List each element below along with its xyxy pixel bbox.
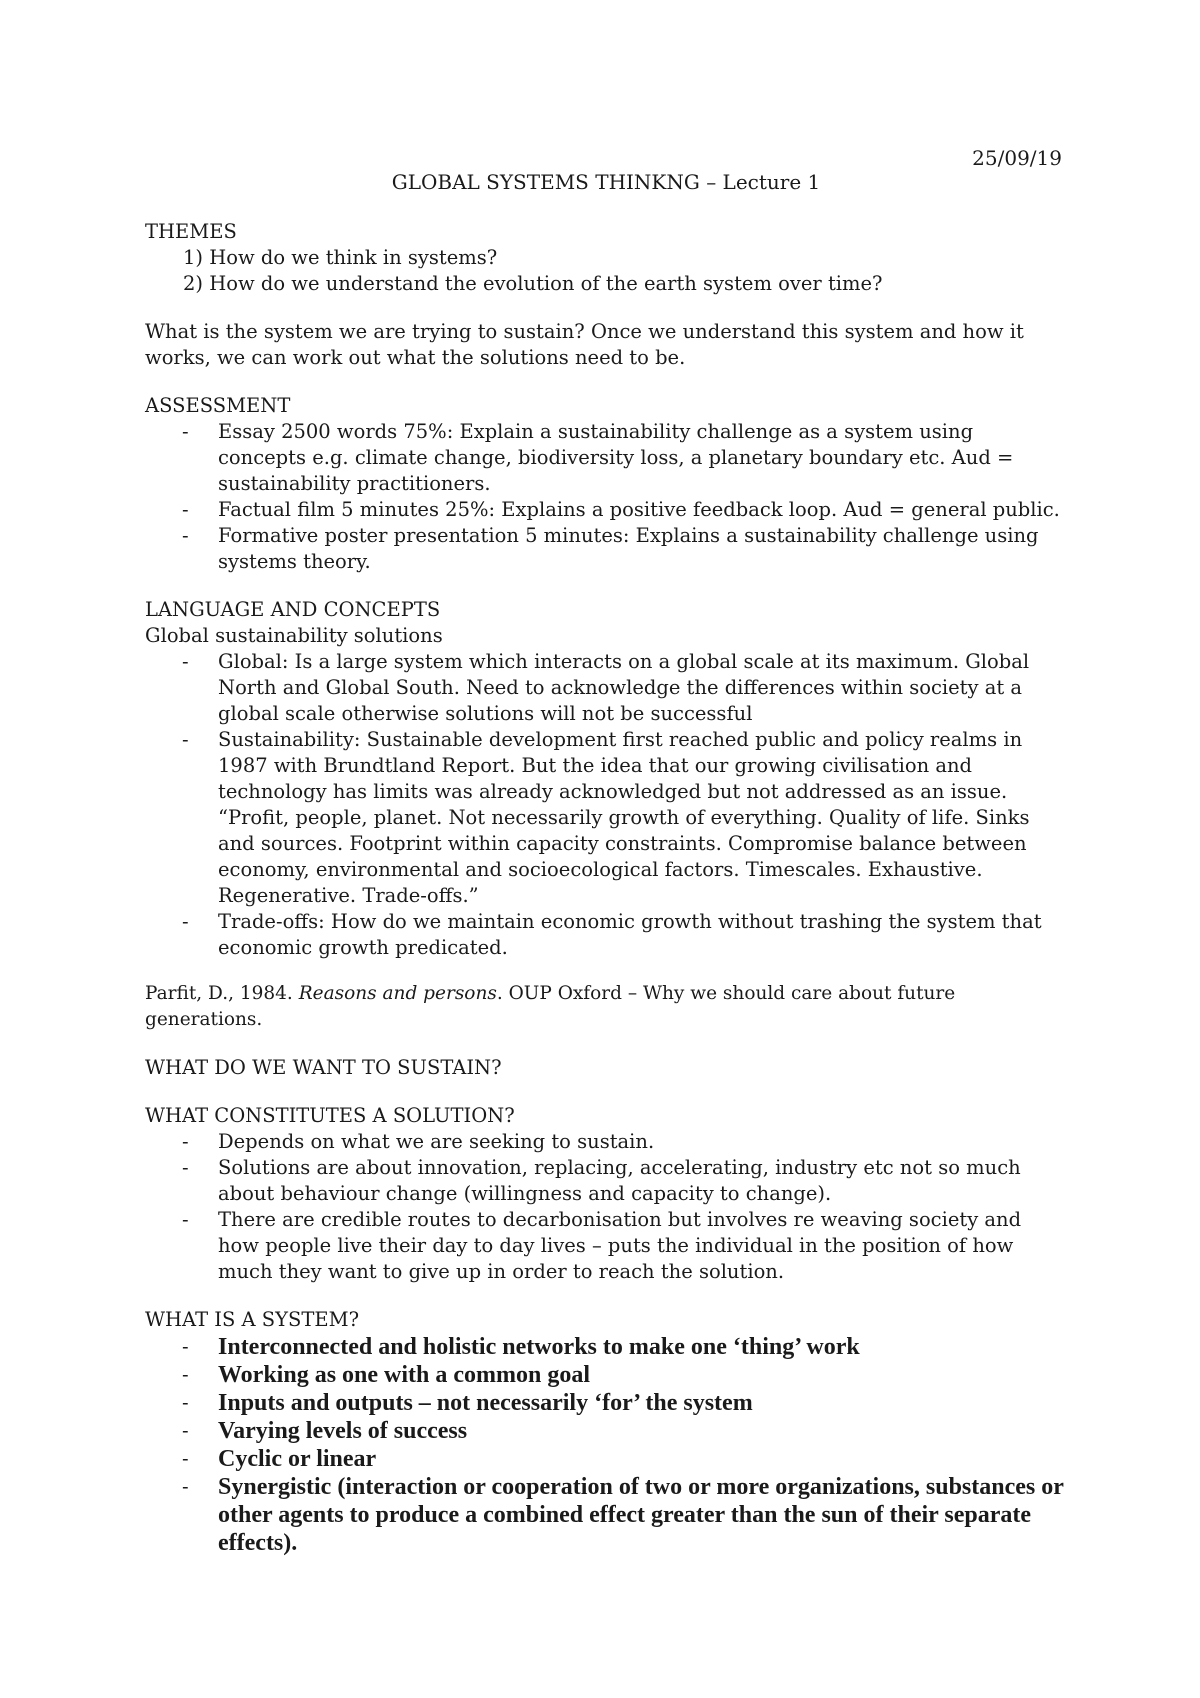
- language-list: [145, 649, 1065, 961]
- reference-title: Reasons and persons: [298, 983, 497, 1004]
- list-item: [182, 1155, 1065, 1207]
- list-item: [182, 1417, 1065, 1445]
- solution-heading: WHAT CONSTITUTES A SOLUTION?: [145, 1104, 515, 1127]
- list-item: [182, 1129, 1065, 1155]
- page-title: GLOBAL SYSTEMS THINKNG – Lecture 1: [391, 170, 821, 194]
- language-subheading: Global sustainability solutions: [145, 624, 443, 647]
- themes-paragraph: What is the system we are trying to sustain? Once we understand this system and how it works, we can work out what the solutions need to be.: [145, 320, 1024, 369]
- dash-bullet: -: [182, 1363, 189, 1386]
- list-item: [182, 1445, 1065, 1473]
- assessment-list: [145, 419, 1065, 575]
- system-list: [145, 1333, 1065, 1557]
- list-item: [182, 523, 1065, 575]
- reference-prefix: Parfit, D., 1984.: [145, 983, 299, 1004]
- dash-bullet: -: [182, 1391, 189, 1414]
- list-item-text: Trade-offs: How do we maintain economic growth without trashing the system that economic growth predicated.: [218, 910, 1042, 959]
- dash-bullet: -: [182, 524, 189, 547]
- list-item: [182, 649, 1065, 727]
- solution-list: [145, 1129, 1065, 1285]
- dash-bullet: -: [182, 1335, 189, 1358]
- dash-bullet: -: [182, 1208, 189, 1231]
- list-item-text: Factual film 5 minutes 25%: Explains a positive feedback loop. Aud = general public.: [218, 498, 1060, 521]
- list-item: [182, 1361, 1065, 1389]
- list-item-text: Solutions are about innovation, replacing, accelerating, industry etc not so much about behaviour change (willingness and capacity to change).: [218, 1156, 1021, 1205]
- assessment-heading: ASSESSMENT: [145, 394, 291, 417]
- list-item: 1) How do we think in systems?: [183, 246, 498, 269]
- list-item-text: Global: Is a large system which interacts on a global scale at its maximum. Global North and Global South. Need to acknowledge the differences within society at a global scale otherwise solutions will not be successful: [218, 650, 1030, 725]
- list-item: [182, 497, 1065, 523]
- list-item: [182, 909, 1065, 961]
- reference-suffix: . OUP Oxford – Why we should care about future generations.: [145, 983, 956, 1030]
- list-item-text: Formative poster presentation 5 minutes: Explains a sustainability challenge using systems theory.: [218, 524, 1039, 573]
- list-item: [182, 1333, 1065, 1361]
- document-body: [145, 219, 1065, 1557]
- themes-list: [145, 245, 1065, 297]
- dash-bullet: -: [182, 1419, 189, 1442]
- dash-bullet: -: [182, 1130, 189, 1153]
- list-item-text: Depends on what we are seeking to sustain.: [218, 1130, 655, 1153]
- dash-bullet: -: [182, 728, 189, 751]
- list-item-text: Working as one with a common goal: [218, 1362, 591, 1388]
- dash-bullet: -: [182, 650, 189, 673]
- lecture-date: 25/09/19: [972, 146, 1062, 170]
- list-item: 2) How do we understand the evolution of the earth system over time?: [183, 272, 883, 295]
- list-item-text: Cyclic or linear: [218, 1446, 377, 1472]
- list-item-text: Sustainability: Sustainable development first reached public and policy realms in 1987 with Brundtland Report. But the idea that our growing civilisation and technology has limits was already acknowledged but not addressed as an issue. “Profit, people, planet. Not necessarily growth of everything. Quality of life. Sinks and sources. Footprint within capacity constraints. Compromise balance between economy, environmental and socioecological factors. Timescales. Exhaustive. Regenerative. Trade-offs.”: [218, 728, 1030, 907]
- dash-bullet: -: [182, 1447, 189, 1470]
- dash-bullet: -: [182, 1475, 189, 1498]
- list-item-text: Interconnected and holistic networks to make one ‘thing’ work: [218, 1334, 860, 1360]
- list-item-text: Synergistic (interaction or cooperation of two or more organizations, substances or other agents to produce a combined effect greater than the sun of their separate effects).: [218, 1474, 1064, 1556]
- list-item: [182, 1207, 1065, 1285]
- system-heading: WHAT IS A SYSTEM?: [145, 1308, 360, 1331]
- sustain-heading: WHAT DO WE WANT TO SUSTAIN?: [145, 1056, 502, 1079]
- dash-bullet: -: [182, 910, 189, 933]
- reference-citation: [145, 981, 1065, 1033]
- list-item-text: Essay 2500 words 75%: Explain a sustainability challenge as a system using concepts e.g. climate change, biodiversity loss, a planetary boundary etc. Aud = sustainability practitioners.: [218, 420, 1014, 495]
- list-item: [182, 1473, 1065, 1557]
- dash-bullet: -: [182, 420, 189, 443]
- list-item-text: Inputs and outputs – not necessarily ‘for’ the system: [218, 1390, 753, 1416]
- list-item: [182, 419, 1065, 497]
- dash-bullet: -: [182, 1156, 189, 1179]
- list-item-text: Varying levels of success: [218, 1418, 468, 1444]
- list-item: [182, 727, 1065, 909]
- list-item-text: There are credible routes to decarbonisation but involves re weaving society and how people live their day to day lives – puts the individual in the position of how much they want to give up in order to reach the solution.: [218, 1208, 1022, 1283]
- language-heading: LANGUAGE AND CONCEPTS: [145, 598, 441, 621]
- list-item: [182, 1389, 1065, 1417]
- dash-bullet: -: [182, 498, 189, 521]
- themes-heading: THEMES: [145, 220, 237, 243]
